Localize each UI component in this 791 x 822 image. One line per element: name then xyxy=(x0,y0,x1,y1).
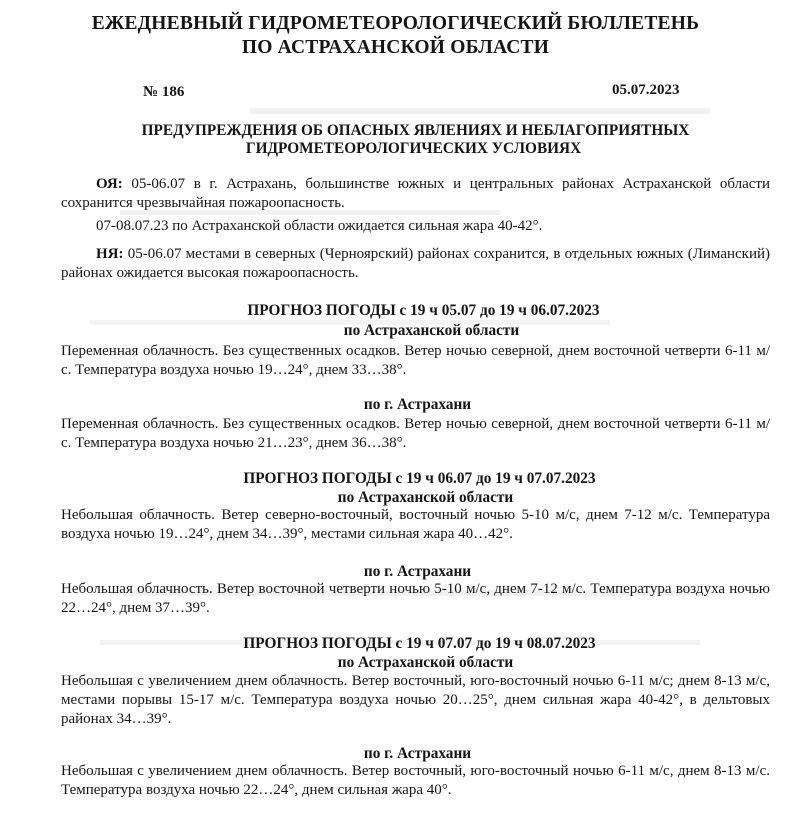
forecast-region-heading: по Астраханской области xyxy=(343,322,520,339)
forecast-region-heading: по Астраханской области xyxy=(337,489,514,506)
warning-oya xyxy=(61,175,770,213)
show-through-artifact xyxy=(250,108,710,114)
forecast-city-text: Небольшая облачность. Ветер восточной четверти ночью 5-10 м/с, днем 7-12 м/с. Температура воздуха ночью 22…24°, днем 37…39°. xyxy=(61,581,770,616)
forecast-region-text: Переменная облачность. Без существенных осадков. Ветер ночью северной, днем восточной четверти 6-11 м/с. Температура воздуха ночью 19…24°, днем 33…38°. xyxy=(61,343,770,378)
forecast-region-text: Небольшая облачность. Ветер северно-восточный, восточный ночью 5-10 м/с, днем 7-12 м/с. Температура воздуха ночью 19…24°, днем 34…39°, местами сильная жара 40…42°. xyxy=(61,507,770,542)
forecast-city-heading: по г. Астрахани xyxy=(363,563,472,580)
forecast-city-heading: по г. Астрахани xyxy=(363,396,472,413)
warning-oya-text: 05-06.07 в г. Астрахань, большинстве южных и центральных районах Астраханской области сохранится чрезвычайная пожароопасность. xyxy=(61,176,770,211)
forecast-heading: ПРОГНОЗ ПОГОДЫ с 19 ч 07.07 до 19 ч 08.07.2023 xyxy=(243,635,596,652)
warnings-heading-line2: ГИДРОМЕТЕОРОЛОГИЧЕСКИХ УСЛОВИЯХ xyxy=(245,140,582,157)
forecast-city-text: Переменная облачность. Без существенных осадков. Ветер ночью северной, днем восточной четверти 6-11 м/с. Температура воздуха ночью 21…23°, днем 36…38°. xyxy=(61,416,770,451)
forecast-region-text: Небольшая с увеличением днем облачность. Ветер восточный, юго-восточный ночью 6-11 м/с; днем 8-13 м/с, местами порывы 15-17 м/с. Температура воздуха ночью 20…25°, днем сильная жара 40-42°, в дельтовых районах 34…39°. xyxy=(61,673,770,727)
bulletin-title-line2: ПО АСТРАХАНСКОЙ ОБЛАСТИ xyxy=(241,37,550,58)
bulletin-title-line1: ЕЖЕДНЕВНЫЙ ГИДРОМЕТЕОРОЛОГИЧЕСКИЙ БЮЛЛЕТЕНЬ xyxy=(91,13,700,34)
warning-nya xyxy=(61,245,770,283)
forecast-city-text: Небольшая с увеличением днем облачность. Ветер восточный, юго-восточный ночью 6-11 м/с, днем 8-13 м/с. Температура воздуха ночью 22…24°, днем сильная жара 40°. xyxy=(61,763,770,798)
forecast-city-heading: по г. Астрахани xyxy=(363,745,472,762)
bulletin-date: 05.07.2023 xyxy=(612,82,680,98)
warning-nya-text: 05-06.07 местами в северных (Черноярский) районах сохранится, в отдельных южных (Лиманский) районах ожидается высокая пожароопасность. xyxy=(61,246,770,281)
warnings-heading-line1: ПРЕДУПРЕЖДЕНИЯ ОБ ОПАСНЫХ ЯВЛЕНИЯХ И НЕБЛАГОПРИЯТНЫХ xyxy=(141,122,690,139)
bulletin-number: № 186 xyxy=(143,84,185,100)
warning-nya-label: НЯ: xyxy=(96,246,124,262)
forecast-region-heading: по Астраханской области xyxy=(337,654,514,671)
warning-oya-label: ОЯ: xyxy=(96,176,123,192)
forecast-heading: ПРОГНОЗ ПОГОДЫ с 19 ч 05.07 до 19 ч 06.07.2023 xyxy=(247,302,600,319)
forecast-heading: ПРОГНОЗ ПОГОДЫ с 19 ч 06.07 до 19 ч 07.07.2023 xyxy=(243,470,596,487)
warning-oya-text2: 07-08.07.23 по Астраханской области ожидается сильная жара 40-42°. xyxy=(96,218,543,234)
